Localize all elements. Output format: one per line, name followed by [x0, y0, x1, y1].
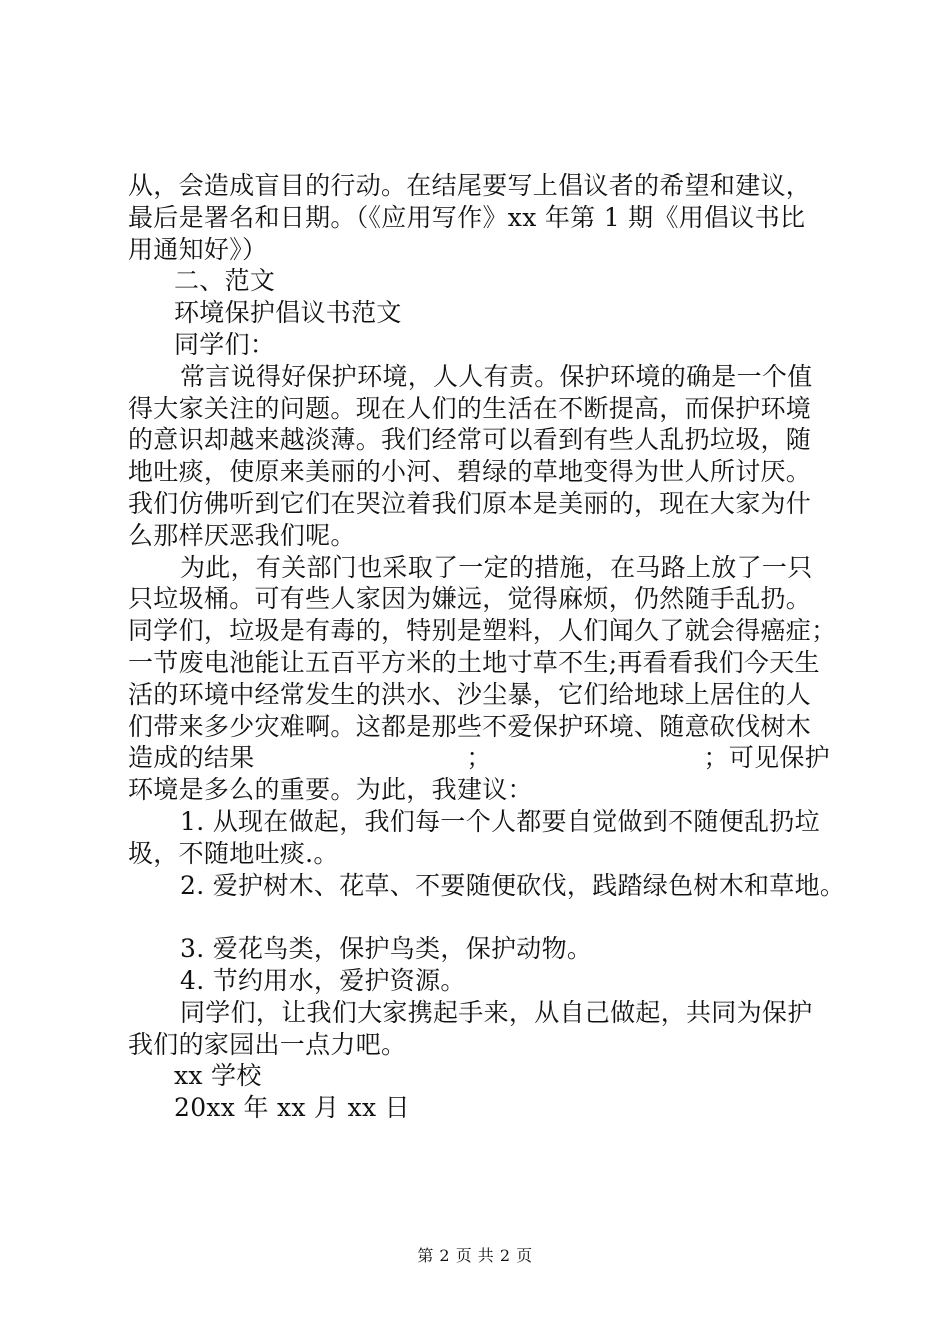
salutation: 同学们： — [174, 329, 276, 359]
signature-date: 20xx 年 xx 月 xx 日 — [174, 1093, 410, 1123]
document-body — [128, 170, 848, 1124]
paragraph-line: 们带来多少灾难啊。这都是那些不爱保护环境、随意砍伐树木 — [128, 711, 812, 741]
signature-org: xx 学校 — [174, 1061, 262, 1091]
blank-line — [128, 901, 848, 933]
split-paragraph-line — [128, 742, 830, 774]
paragraph-line: 活的环境中经常发生的洪水、沙尘暴，它们给地球上居住的人 — [128, 679, 812, 709]
document-title: 环境保护倡议书范文 — [174, 298, 402, 328]
paragraph-line: 同学们，让我们大家携起手来，从自己做起，共同为保护 — [180, 997, 813, 1027]
page-footer: 第 2 页 共 2 页 — [417, 1246, 533, 1265]
paragraph-line: 地吐痰，使原来美丽的小河、碧绿的草地变得为世人所讨厌。 — [128, 457, 812, 487]
paragraph-line: 的意识却越来越淡薄。我们经常可以看到有些人乱扔垃圾，随 — [128, 425, 812, 455]
split-part-2: ； — [466, 743, 492, 773]
paragraph-line: 从，会造成盲目的行动。在结尾要写上倡议者的希望和建议， — [128, 171, 812, 200]
paragraph-line: 我们的家园出一点力吧。 — [128, 1029, 407, 1059]
list-item: 1. 从现在做起，我们每一个人都要自觉做到不随便乱扔垃 — [180, 806, 820, 836]
list-item: 2. 爱护树木、花草、不要随便砍伐，践踏绿色树木和草地。 — [180, 870, 846, 900]
paragraph-line: 用通知好》） — [128, 234, 268, 264]
section-heading: 二、范文 — [174, 266, 276, 296]
paragraph-line: 一节废电池能让五百平方米的土地寸草不生;再看看我们今天生 — [128, 647, 820, 677]
list-item: 3. 爱花鸟类，保护鸟类，保护动物。 — [180, 934, 593, 964]
paragraph-line: 环境是多么的重要。为此，我建议： — [128, 775, 533, 805]
list-item-continuation: 圾，不随地吐痰.。 — [128, 838, 339, 868]
paragraph-line: 同学们，垃圾是有毒的，特别是塑料，人们闻久了就会得癌症； — [128, 616, 837, 646]
list-item: 4. 节约用水，爱护资源。 — [180, 965, 466, 995]
split-part-1: 造成的结果 — [128, 743, 255, 773]
paragraph-line: 么那样厌恶我们呢。 — [128, 520, 356, 550]
paragraph-line: 最后是署名和日期。（《应用写作》xx 年第 1 期《用倡议书比 — [128, 202, 806, 232]
paragraph-line: 我们仿佛听到它们在哭泣着我们原本是美丽的，现在大家为什 — [128, 488, 812, 518]
paragraph-line: 只垃圾桶。可有些人家因为嫌远，觉得麻烦，仍然随手乱扔。 — [128, 584, 812, 614]
paragraph-line: 得大家关注的问题。现在人们的生活在不断提高，而保护环境 — [128, 393, 812, 423]
paragraph-line: 常言说得好保护环境，人人有责。保护环境的确是一个值 — [180, 361, 813, 391]
paragraph-line: 为此，有关部门也采取了一定的措施，在马路上放了一只 — [180, 552, 813, 582]
split-part-3: ；可见保护 — [703, 743, 830, 773]
